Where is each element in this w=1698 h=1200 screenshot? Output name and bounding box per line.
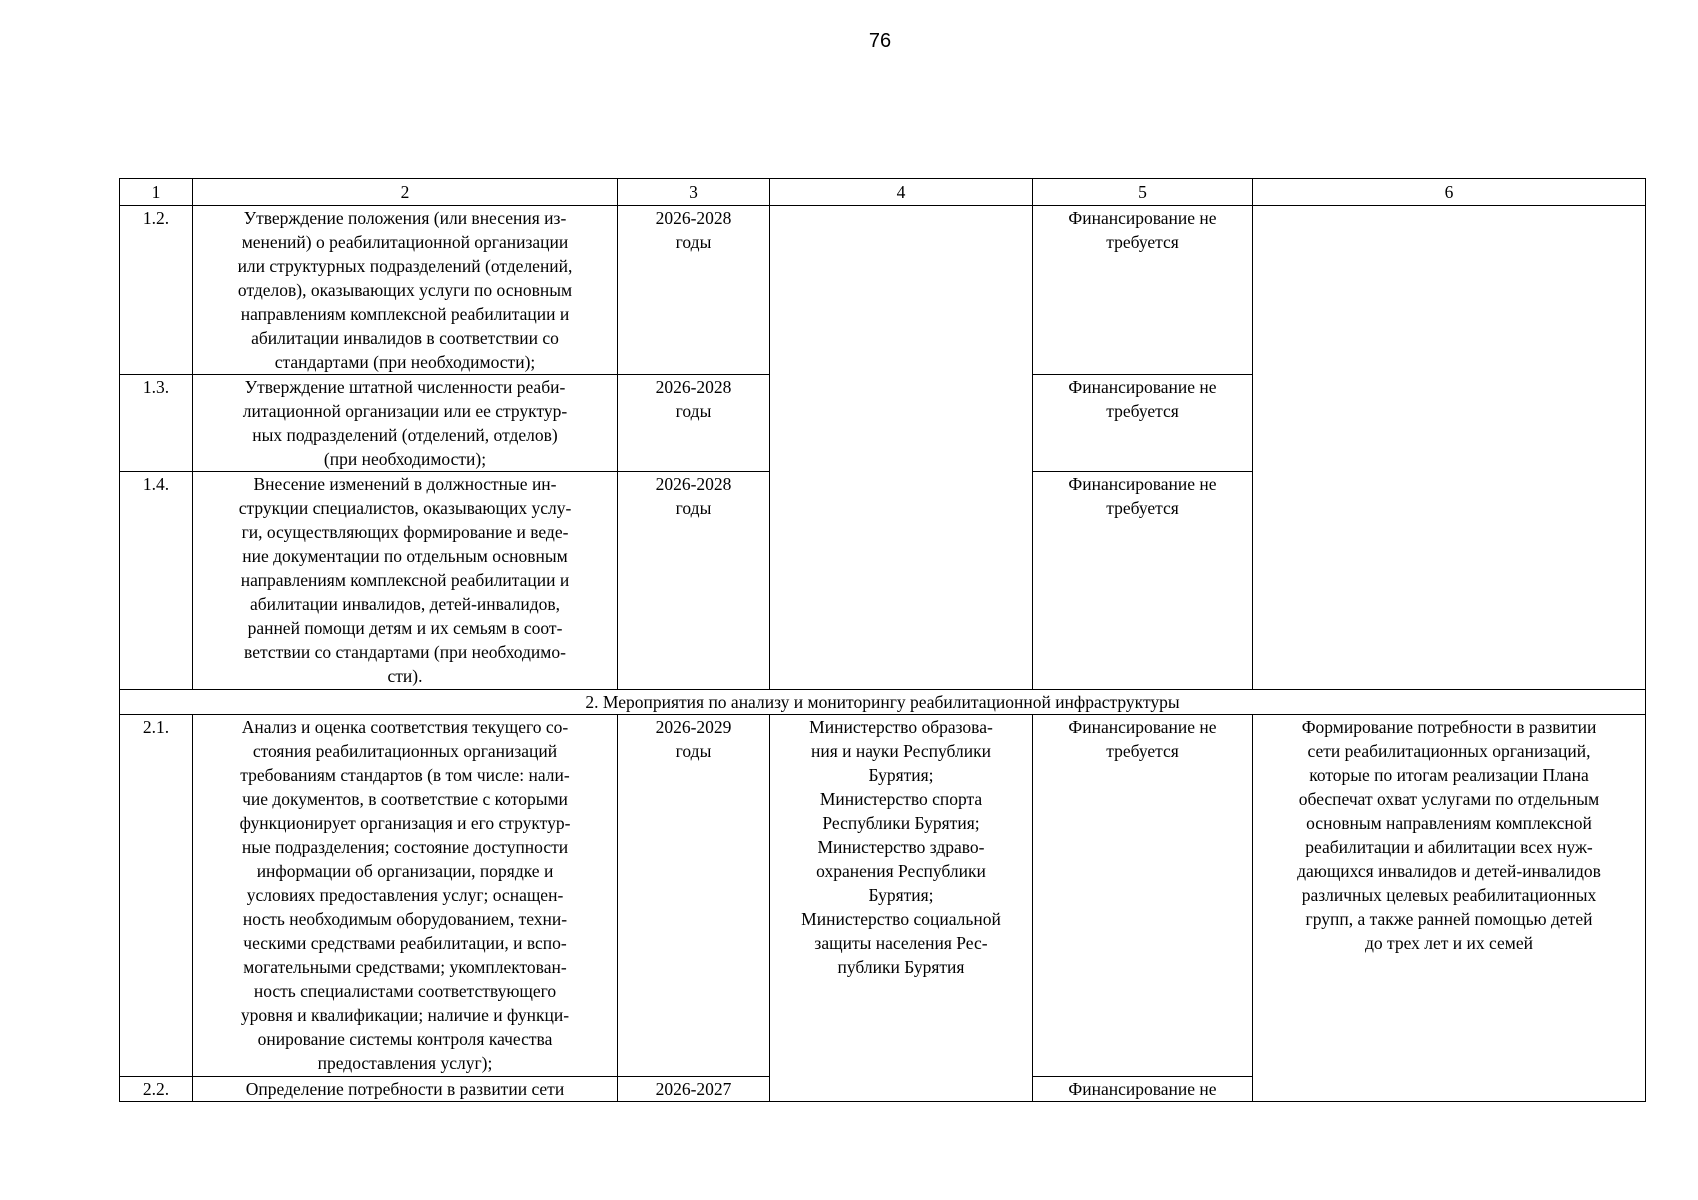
column-header: 3 — [618, 179, 770, 206]
activity-description: Утверждение штатной численности реаби- литационной организации или ее структур- ных подразделений (отделений, отделов) (при необходимости); — [193, 375, 618, 472]
period: 2026-2028 годы — [618, 206, 770, 375]
activity-description: Внесение изменений в должностные ин- струкции специалистов, оказывающих услу- ги, осуществляющих формирование и веде- ние документации по отдельным основным направлениям комплексной реабилитации и абилитации инвалидов, детей-инвалидов, ранней помощи детям и их семьям в соот- ветствии со стандартами (при необходимо- сти). — [193, 472, 618, 690]
page-number: 76 — [868, 30, 892, 52]
row-number: 2.1. — [120, 715, 193, 1077]
result-cell-empty — [1253, 206, 1646, 690]
funding: Финансирование не — [1033, 1077, 1253, 1102]
executor-cell-empty — [770, 206, 1033, 690]
row-number: 1.3. — [120, 375, 193, 472]
section-heading-row — [120, 690, 1646, 715]
period: 2026-2028 годы — [618, 472, 770, 690]
row-number: 1.2. — [120, 206, 193, 375]
column-header: 4 — [770, 179, 1033, 206]
table-header-row — [120, 179, 1646, 206]
period: 2026-2029 годы — [618, 715, 770, 1077]
period: 2026-2027 — [618, 1077, 770, 1102]
column-header: 1 — [120, 179, 193, 206]
column-header: 5 — [1033, 179, 1253, 206]
funding: Финансирование не требуется — [1033, 472, 1253, 690]
row-number: 2.2. — [120, 1077, 193, 1102]
expected-result: Формирование потребности в развитии сети реабилитационных организаций, которые по итогам реализации Плана обеспечат охват услугами по отдельным основным направлениям комплексной реабилитации и абилитации всех нуж- дающихся инвалидов и детей-инвалидов различных целевых реабилитационных групп, а также ранней помощью детей до трех лет и их семей — [1253, 715, 1646, 1102]
funding: Финансирование не требуется — [1033, 715, 1253, 1077]
row-number: 1.4. — [120, 472, 193, 690]
executors: Министерство образова- ния и науки Республики Бурятия; Министерство спорта Республики Бурятия; Министерство здраво- охранения Республики Бурятия; Министерство социальной защиты населения Рес- публики Бурятия — [770, 715, 1033, 1102]
section-title: 2. Мероприятия по анализу и мониторингу реабилитационной инфраструктуры — [120, 690, 1646, 715]
activity-description: Анализ и оценка соответствия текущего со- стояния реабилитационных организаций требованиям стандартов (в том числе: нали- чие документов, в соответствие с которыми функционирует организация и его структур- ные подразделения; состояние доступности информации об организации, порядке и условиях предоставления услуг; оснащен- ность необходимым оборудованием, техни- ческими средствами реабилитации, и вспо- могательными средствами; укомплектован- ность специалистами соответствующего уровня и квалификации; наличие и функци- онирование системы контроля качества предоставления услуг); — [193, 715, 618, 1077]
plan-table — [119, 178, 1646, 1102]
period: 2026-2028 годы — [618, 375, 770, 472]
table-row — [120, 206, 1646, 375]
column-header: 6 — [1253, 179, 1646, 206]
funding: Финансирование не требуется — [1033, 206, 1253, 375]
activity-description: Определение потребности в развитии сети — [193, 1077, 618, 1102]
activity-description: Утверждение положения (или внесения из- менений) о реабилитационной организации или структурных подразделений (отделений, отделов), оказывающих услуги по основным направлениям комплексной реабилитации и абилитации инвалидов в соответствии со стандартами (при необходимости); — [193, 206, 618, 375]
table-row — [120, 715, 1646, 1077]
column-header: 2 — [193, 179, 618, 206]
funding: Финансирование не требуется — [1033, 375, 1253, 472]
